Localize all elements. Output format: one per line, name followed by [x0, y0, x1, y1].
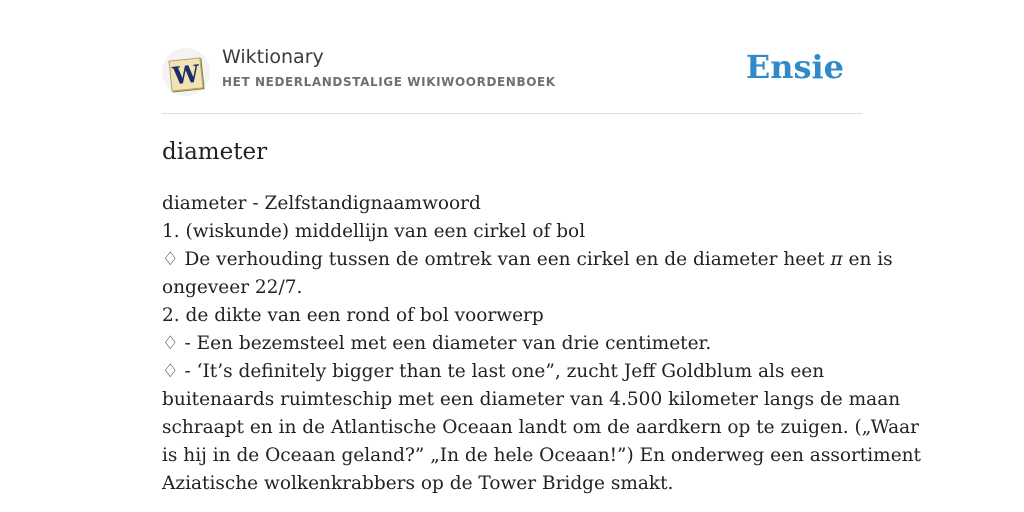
- example-1a-text: ♢ De verhouding tussen de omtrek van een cirkel en de diameter heet: [162, 249, 831, 270]
- wiktionary-logo[interactable]: [162, 48, 210, 96]
- word-class-line: diameter - Zelfstandignaamwoord: [162, 193, 481, 214]
- example-2b-line: ♢ - ‘It’s definitely bigger than te last one”, zucht Jeff Goldblum als een: [162, 361, 825, 382]
- example-1a-line-2: ongeveer 22/7.: [162, 277, 303, 298]
- pi-symbol: π: [830, 249, 843, 270]
- example-2b-line: schraapt en in de Atlantische Oceaan landt om de aardkern op te zuigen. („Waar: [162, 417, 919, 438]
- example-2b-line: is hij in de Oceaan geland?” „In de hele Oceaan!”) En onderweg een assortiment: [162, 445, 921, 466]
- entry-title: diameter: [162, 139, 268, 165]
- definition-1: 1. (wiskunde) middellijn van een cirkel of bol: [162, 221, 586, 242]
- ensie-brand-link[interactable]: Ensie: [745, 48, 844, 86]
- example-2a: ♢ - Een bezemsteel met een diameter van drie centimeter.: [162, 333, 712, 354]
- entry-content: [162, 190, 921, 498]
- example-2b-line: buitenaards ruimteschip met een diameter van 4.500 kilometer langs de maan: [162, 389, 901, 410]
- wiktionary-logo-icon: W: [168, 57, 203, 91]
- site-name[interactable]: Wiktionary: [222, 46, 324, 68]
- site-tagline: HET NEDERLANDSTALIGE WIKIWOORDENBOEK: [222, 75, 556, 89]
- example-1a-tail: en is: [842, 249, 893, 270]
- example-2b-line: Aziatische wolkenkrabbers op de Tower Bridge smakt.: [162, 473, 674, 494]
- definition-2: 2. de dikte van een rond of bol voorwerp: [162, 305, 544, 326]
- example-1a-line-1: [162, 246, 893, 274]
- header-divider: [162, 113, 862, 114]
- site-header: [162, 44, 862, 104]
